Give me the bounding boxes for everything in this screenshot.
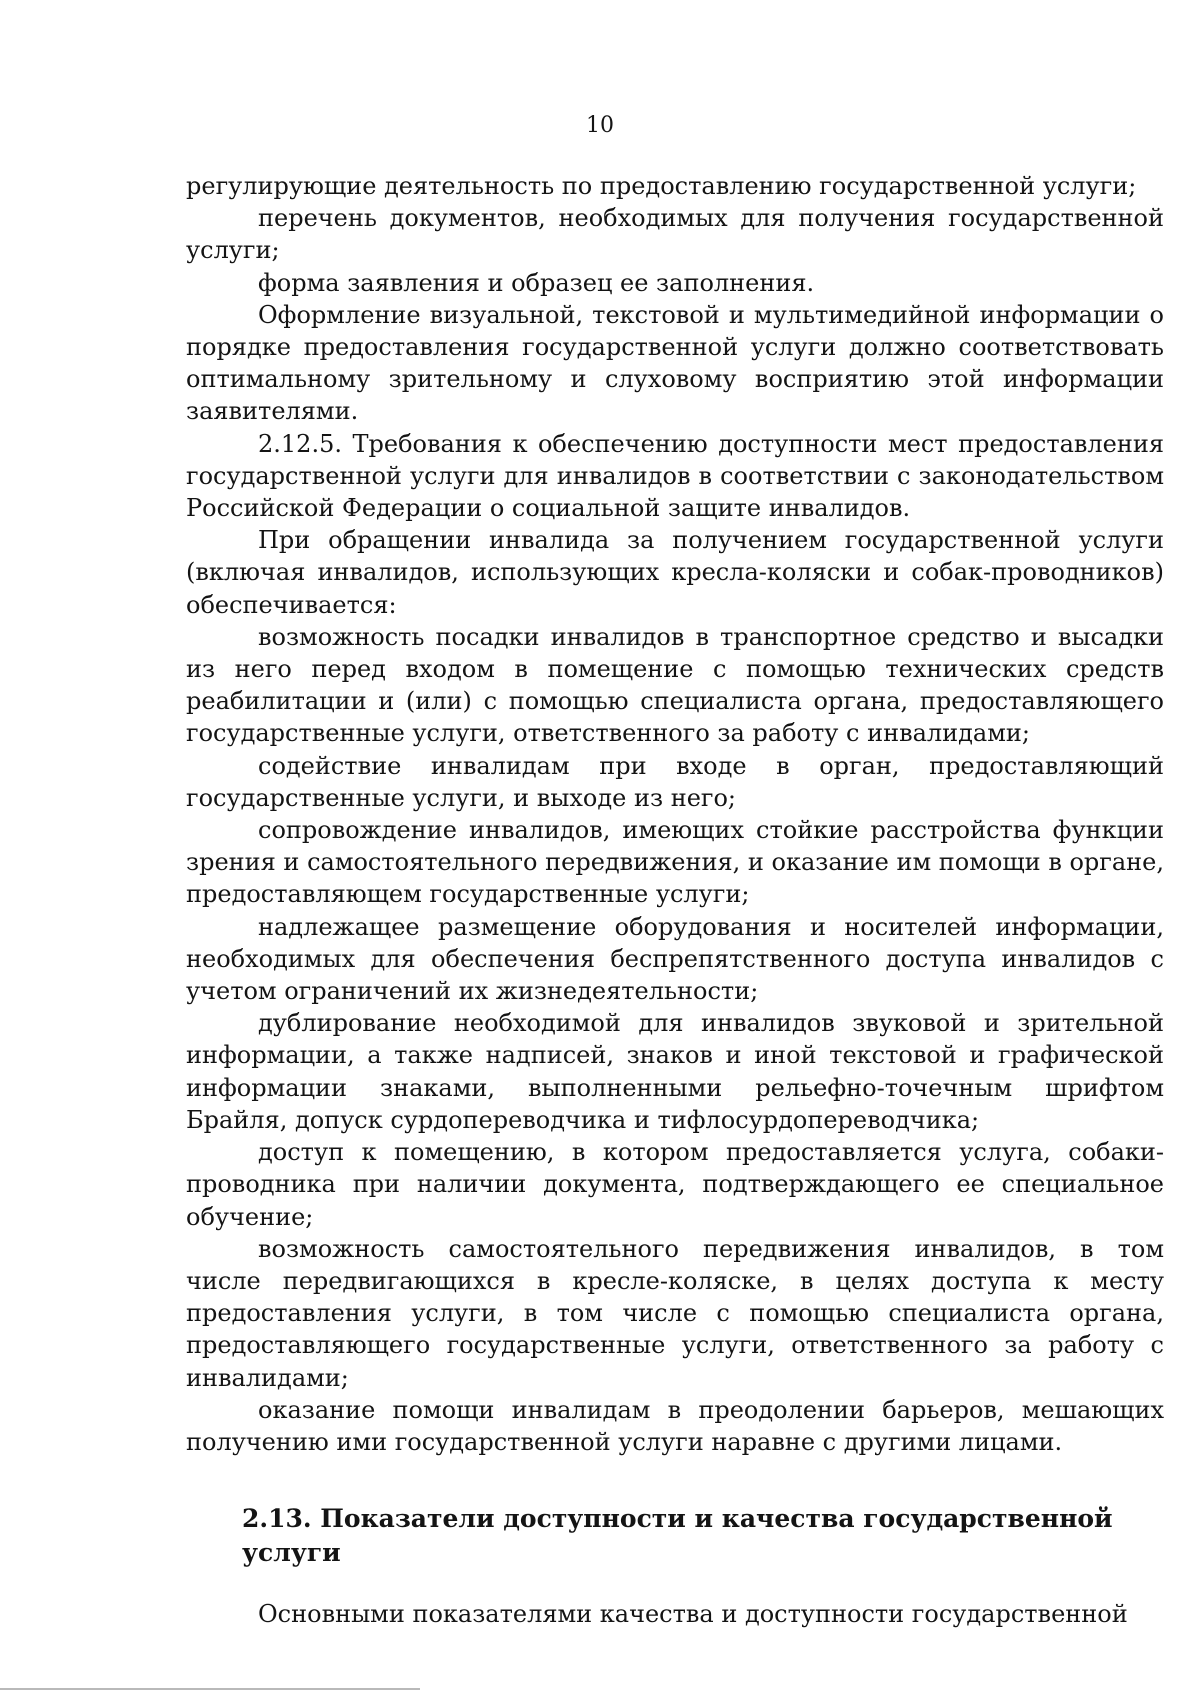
paragraph: При обращении инвалида за получением государственной услуги (включая инвалидов, использующих кресла-коляски и собак-проводников) обеспечивается: xyxy=(186,526,1164,619)
document-body xyxy=(186,170,1164,1630)
paragraph: дублирование необходимой для инвалидов звуковой и зрительной информации, а также надписей, знаков и иной текстовой и графической информации знаками, выполненными рельефно-точечным шрифтом Брайля, допуск сурдопереводчика и тифлосурдопереводчика; xyxy=(186,1009,1164,1134)
final-paragraph: Основными показателями качества и доступности государственной xyxy=(258,1600,1128,1629)
section-heading: 2.13. Показатели доступности и качества государственной услуги xyxy=(242,1504,1113,1568)
paragraph: форма заявления и образец ее заполнения. xyxy=(258,268,815,297)
paragraph: 2.12.5. Требования к обеспечению доступности мест предоставления государственной услуги для инвалидов в соответствии с законодательством Российской Федерации о социальной защите инвалидов. xyxy=(186,429,1164,523)
paragraph: перечень документов, необходимых для получения государственной услуги; xyxy=(186,204,1164,265)
page-number: 10 xyxy=(586,113,614,138)
paragraph: регулирующие деятельность по предоставлению государственной услуги; xyxy=(186,172,1137,200)
paragraph: оказание помощи инвалидам в преодолении барьеров, мешающих получению ими государственной услуги наравне с другими лицами. xyxy=(186,1395,1164,1456)
paragraph: доступ к помещению, в котором предоставляется услуга, собаки-проводника при наличии документа, подтверждающего ее специальное обучение; xyxy=(186,1138,1164,1231)
paragraph: возможность посадки инвалидов в транспортное средство и высадки из него перед входом в помещение с помощью технических средств реабилитации и (или) с помощью специалиста органа, предоставляющего государственные услуги, ответственного за работу с инвалидами; xyxy=(186,622,1164,748)
paragraph: сопровождение инвалидов, имеющих стойкие расстройства функции зрения и самостоятельного передвижения, и оказание им помощи в органе, предоставляющем государственные услуги; xyxy=(186,816,1164,909)
paragraph: возможность самостоятельного передвижения инвалидов, в том числе передвигающихся в кресле-коляске, в целях доступа к месту предоставления услуги, в том числе с помощью специалиста органа, предоставляющего государственные услуги, ответственного за работу с инвалидами; xyxy=(186,1234,1164,1392)
paragraph: надлежащее размещение оборудования и носителей информации, необходимых для обеспечения беспрепятственного доступа инвалидов с учетом ограничений их жизнедеятельности; xyxy=(186,912,1164,1006)
scan-edge-line xyxy=(0,1688,420,1690)
paragraph: Оформление визуальной, текстовой и мультимедийной информации о порядке предоставления государственной услуги должно соответствовать оптимальному зрительному и слуховому восприятию этой информации заявителями. xyxy=(186,300,1164,426)
paragraph: содействие инвалидам при входе в орган, предоставляющий государственные услуги, и выходе из него; xyxy=(186,751,1164,812)
